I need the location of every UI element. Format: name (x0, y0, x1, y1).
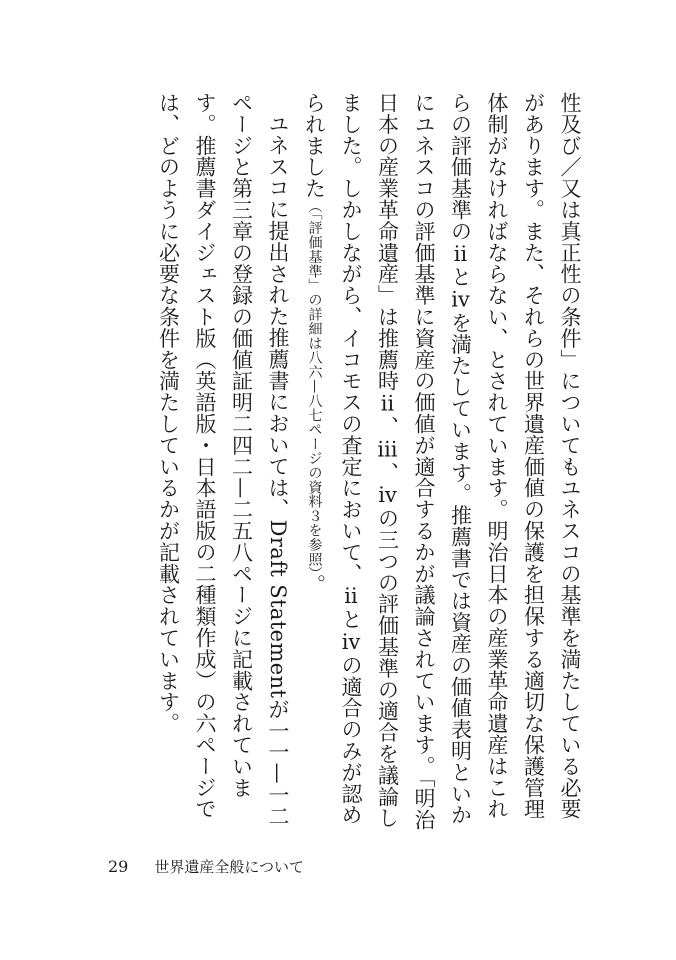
paragraph-1-tail: 。 (302, 573, 327, 596)
page-number: 29 (108, 857, 129, 876)
body-text (150, 92, 588, 834)
page-footer (108, 856, 304, 877)
paragraph-2: ユネスコに提出された推薦書においては、Draft Statementが一一—一二ページと第三章の登録の価値証明二四二—二五八ページに記載されています。推薦書ダイジェスト版（英語版・日本語版の二種類作成）の六ページでは、どのように必要な条件を満たしているかが記載されています。 (156, 92, 290, 827)
paragraph-1 (296, 92, 588, 834)
reference-note: （「評価基準」の詳細は八六—八七ページの資料３を参照） (306, 199, 323, 574)
running-title: 世界遺産全般について (154, 858, 305, 876)
paragraph-1-text: 性及び／又は真正性の条件」についてもユネスコの基準を満たしている必要があります。また、それらの世界遺産価値の保護を担保する適切な保護管理体制がなければならない、とされています。明治日本の産業革命遺産はこれらの評価基準のⅱとⅳを満たしています。推薦書では資産の価値表明といかにユネスコの評価基準に資産の価値が適合するかが議論されています。「明治日本の産業革命遺産」は推薦時ⅱ、ⅲ、ⅳの三つの評価基準の適合を議論しました。しかしながら、イコモスの査定において、ⅱとⅳの適合のみが認められました (302, 92, 582, 831)
